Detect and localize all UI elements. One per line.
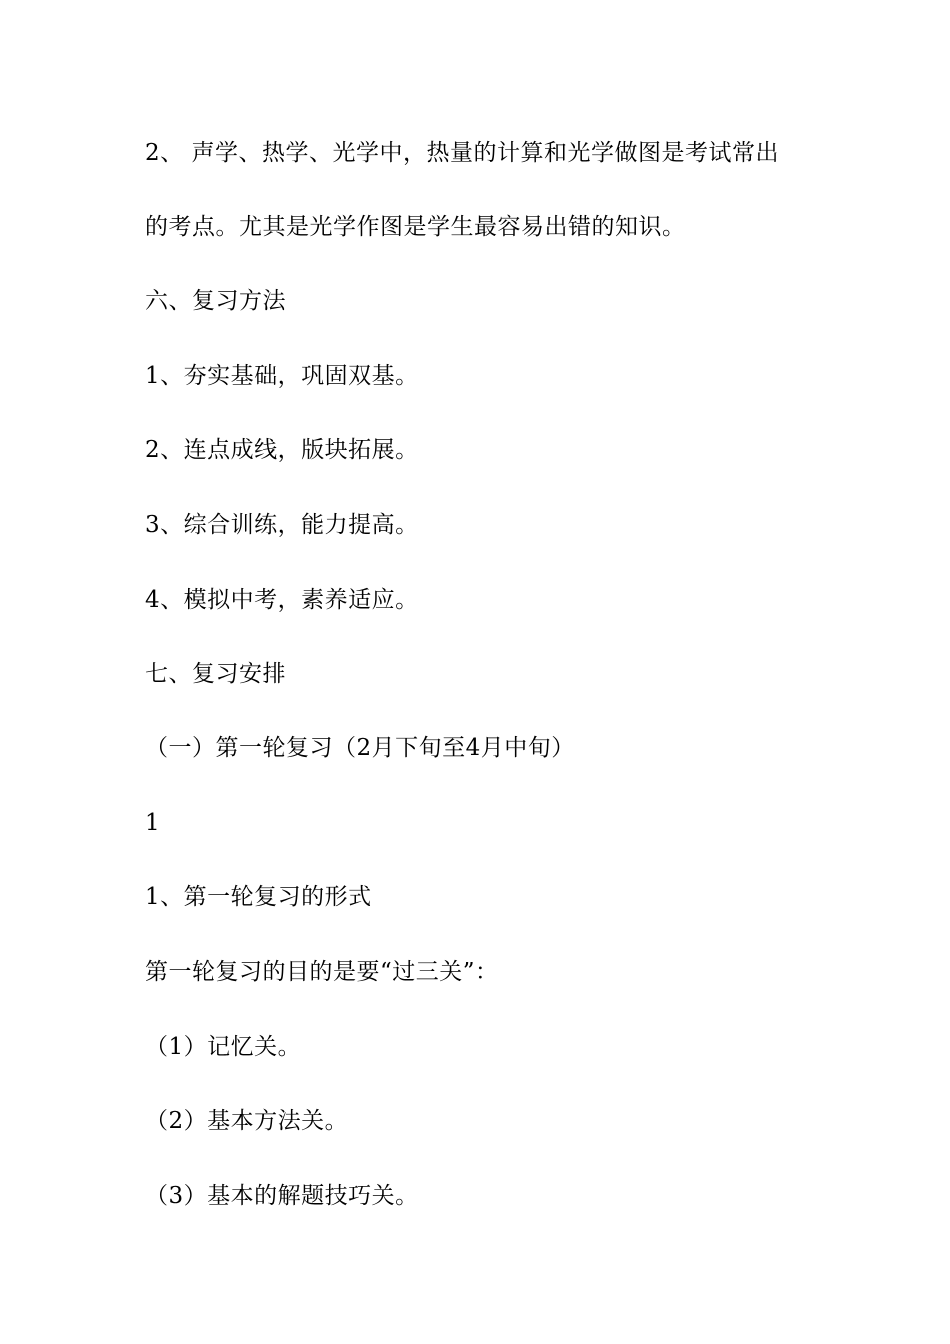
list-item: （1）记忆关。 (145, 1034, 302, 1060)
list-item: 3、综合训练，能力提高。 (145, 512, 419, 538)
section-heading: 七、复习安排 (145, 661, 286, 687)
page-number: 1 (145, 810, 161, 836)
list-item: （2）基本方法关。 (145, 1108, 349, 1134)
subsection-heading: 1、第一轮复习的形式 (145, 884, 372, 910)
paragraph-line: 第一轮复习的目的是要“过三关”： (145, 959, 499, 985)
section-heading: 六、复习方法 (145, 288, 286, 314)
list-item: 2、连点成线，版块拓展。 (145, 437, 419, 463)
paragraph-line: 2、 声学、热学、光学中，热量的计算和光学做图是考试常出 (145, 140, 779, 166)
list-item: 4、模拟中考，素养适应。 (145, 587, 419, 613)
subsection-heading: （一）第一轮复习（2月下旬至4月中旬） (145, 735, 575, 761)
list-item: （3）基本的解题技巧关。 (145, 1183, 419, 1209)
paragraph-line: 的考点。尤其是光学作图是学生最容易出错的知识。 (145, 214, 686, 240)
list-item: 1、夯实基础，巩固双基。 (145, 363, 419, 389)
